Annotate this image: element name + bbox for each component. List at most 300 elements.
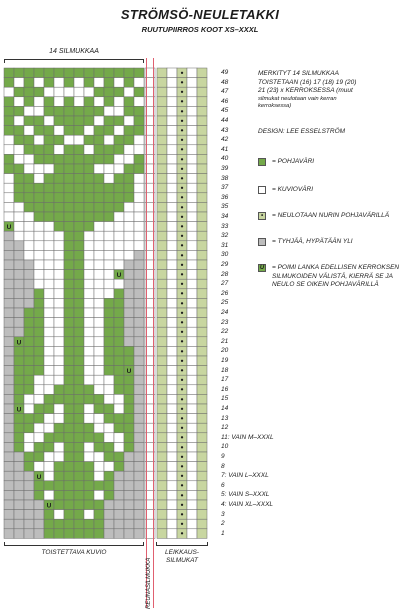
stitch-cell [4, 241, 14, 251]
cut-cell [197, 183, 207, 193]
stitch-cell [14, 289, 24, 299]
cut-cell [187, 126, 197, 136]
stitch-cell [84, 414, 94, 424]
cut-cell [197, 279, 207, 289]
cut-stitches-label [156, 549, 208, 565]
stitch-cell [114, 356, 124, 366]
cut-cell [167, 193, 177, 203]
cut-cell [167, 327, 177, 337]
stitch-cell [14, 97, 24, 107]
stitch-cell [124, 145, 134, 155]
stitch-cell [74, 404, 84, 414]
cut-cell [157, 433, 167, 443]
stitch-cell [114, 452, 124, 462]
cut-cell [167, 78, 177, 88]
stitch-cell [114, 529, 124, 539]
stitch-cell [84, 87, 94, 97]
stitch-cell [54, 346, 64, 356]
stitch-cell [64, 394, 74, 404]
cut-cell [167, 174, 177, 184]
stitch-cell [44, 375, 54, 385]
stitch-cell [74, 78, 84, 88]
cut-cell [157, 346, 167, 356]
stitch-cell [94, 318, 104, 328]
stitch-cell [4, 519, 14, 529]
stitch-cell [54, 375, 64, 385]
stitch-cell [74, 174, 84, 184]
stitch-cell [64, 308, 74, 318]
stitch-cell [94, 126, 104, 136]
stitch-cell [4, 279, 14, 289]
stitch-cell [124, 68, 134, 78]
purl-symbol: • [180, 385, 184, 395]
stitch-cell [34, 442, 44, 452]
stitch-cell [4, 78, 14, 88]
stitch-cell [124, 231, 134, 241]
stitch-count-label: 14 SILMUKKAA [49, 48, 99, 55]
stitch-cell [4, 87, 14, 97]
row-number: 31 [221, 241, 229, 249]
stitch-cell [14, 366, 24, 376]
stitch-cell [114, 154, 124, 164]
stitch-cell [34, 154, 44, 164]
stitch-cell [4, 308, 14, 318]
stitch-cell [104, 346, 114, 356]
cut-cell [197, 442, 207, 452]
row-number: 32 [221, 232, 229, 240]
cut-cell [187, 433, 197, 443]
cut-cell [187, 289, 197, 299]
cut-cell [157, 404, 167, 414]
stitch-cell [54, 260, 64, 270]
cut-cell [187, 183, 197, 193]
stitch-cell [84, 270, 94, 280]
stitch-cell [64, 433, 74, 443]
stitch-cell [74, 490, 84, 500]
purl-symbol: • [180, 442, 184, 452]
purl-symbol: • [180, 289, 184, 299]
stitch-cell [84, 78, 94, 88]
stitch-cell [14, 298, 24, 308]
stitch-cell [64, 327, 74, 337]
cut-cell [167, 241, 177, 251]
stitch-cell [54, 212, 64, 222]
stitch-cell [64, 183, 74, 193]
stitch-cell [124, 356, 134, 366]
stitch-cell [44, 490, 54, 500]
cut-cell [167, 270, 177, 280]
stitch-cell [74, 423, 84, 433]
cut-cell [187, 394, 197, 404]
cut-cell [157, 442, 167, 452]
stitch-cell [134, 68, 144, 78]
stitch-cell [134, 193, 144, 203]
stitch-cell [64, 279, 74, 289]
stitch-cell [4, 135, 14, 145]
cut-label-line-1: LEIKKAUS- [165, 549, 199, 556]
stitch-cell [54, 298, 64, 308]
stitch-cell [114, 193, 124, 203]
stitch-cell [134, 87, 144, 97]
cut-cell [187, 212, 197, 222]
cut-cell [187, 202, 197, 212]
stitch-cell [34, 423, 44, 433]
stitch-cell [94, 529, 104, 539]
stitch-cell [104, 423, 114, 433]
stitch-cell [124, 116, 134, 126]
purl-symbol: • [180, 394, 184, 404]
stitch-cell [14, 279, 24, 289]
stitch-cell [104, 106, 114, 116]
stitch-cell [134, 490, 144, 500]
stitch-cell [14, 212, 24, 222]
stitch-cell [54, 241, 64, 251]
stitch-cell [34, 202, 44, 212]
stitch-cell [104, 318, 114, 328]
cut-cell [167, 414, 177, 424]
stitch-cell [44, 154, 54, 164]
stitch-cell [44, 270, 54, 280]
purl-symbol: • [180, 337, 184, 347]
stitch-cell [14, 452, 24, 462]
stitch-cell [64, 68, 74, 78]
stitch-cell [44, 97, 54, 107]
stitch-cell [74, 318, 84, 328]
stitch-cell [34, 452, 44, 462]
stitch-cell [74, 116, 84, 126]
stitch-cell [114, 289, 124, 299]
stitch-cell [24, 298, 34, 308]
cut-cell [197, 241, 207, 251]
stitch-cell [124, 212, 134, 222]
stitch-cell [44, 529, 54, 539]
stitch-cell [4, 154, 14, 164]
stitch-cell [94, 452, 104, 462]
stitch-cell [124, 346, 134, 356]
stitch-cell [64, 490, 74, 500]
pickup-symbol-icon: U [259, 265, 265, 271]
stitch-cell [74, 126, 84, 136]
purl-symbol: • [180, 241, 184, 251]
stitch-cell [24, 490, 34, 500]
stitch-cell [74, 385, 84, 395]
cut-cell [187, 164, 197, 174]
cut-cell [157, 202, 167, 212]
stitch-cell [64, 174, 74, 184]
cut-cell [157, 174, 167, 184]
stitch-cell [114, 106, 124, 116]
stitch-cell [4, 375, 14, 385]
purl-symbol: • [180, 308, 184, 318]
stitch-cell [14, 308, 24, 318]
stitch-cell [34, 250, 44, 260]
cut-cell [187, 519, 197, 529]
stitch-cell [94, 87, 104, 97]
stitch-cell [94, 490, 104, 500]
purl-symbol: • [180, 145, 184, 155]
stitch-cell [4, 289, 14, 299]
stitch-cell [74, 289, 84, 299]
stitch-cell [74, 366, 84, 376]
pickup-symbol: U [36, 473, 42, 481]
pickup-symbol: U [46, 502, 52, 510]
stitch-cell [104, 327, 114, 337]
stitch-cell [14, 68, 24, 78]
cut-cell [157, 250, 167, 260]
stitch-cell [64, 414, 74, 424]
stitch-cell [64, 106, 74, 116]
stitch-cell [124, 87, 134, 97]
cut-cell [167, 519, 177, 529]
stitch-cell [134, 202, 144, 212]
stitch-cell [54, 394, 64, 404]
stitch-cell [74, 183, 84, 193]
stitch-cell [84, 394, 94, 404]
stitch-cell [124, 174, 134, 184]
cut-cell [187, 404, 197, 414]
stitch-cell [74, 298, 84, 308]
stitch-cell [14, 270, 24, 280]
pickup-symbol: U [116, 272, 122, 280]
stitch-cell [114, 241, 124, 251]
stitch-cell [24, 327, 34, 337]
stitch-cell [44, 174, 54, 184]
stitch-cell [94, 433, 104, 443]
stitch-cell [44, 116, 54, 126]
stitch-cell [44, 87, 54, 97]
stitch-cell [84, 68, 94, 78]
stitch-cell [4, 423, 14, 433]
stitch-cell [14, 471, 24, 481]
cut-cell [167, 366, 177, 376]
cut-cell [187, 327, 197, 337]
purl-symbol: • [180, 222, 184, 231]
cut-cell [157, 308, 167, 318]
stitch-cell [74, 135, 84, 145]
stitch-cell [134, 106, 144, 116]
stitch-cell [54, 327, 64, 337]
cut-cell [167, 394, 177, 404]
stitch-cell [104, 289, 114, 299]
row-number: 49 [221, 69, 229, 76]
purl-symbol: • [180, 529, 184, 539]
info-line-2: TOISTETAAN (16) 17 (18) 19 (20) [258, 78, 357, 86]
stitch-cell [4, 202, 14, 212]
stitch-cell [54, 222, 64, 232]
stitch-cell [24, 289, 34, 299]
stitch-cell [4, 164, 14, 174]
stitch-cell [34, 318, 44, 328]
pickup-symbol: U [16, 406, 22, 414]
stitch-cell [104, 250, 114, 260]
stitch-cell [64, 126, 74, 136]
stitch-cell [134, 462, 144, 472]
cut-cell [157, 97, 167, 107]
cut-cell [187, 308, 197, 318]
stitch-cell [74, 154, 84, 164]
cut-cell [157, 270, 167, 280]
stitch-cell [54, 68, 64, 78]
stitch-cell [24, 154, 34, 164]
stitch-cell [104, 241, 114, 251]
stitch-cell [114, 500, 124, 510]
stitch-cell [34, 231, 44, 241]
cut-cell [187, 241, 197, 251]
stitch-cell [84, 346, 94, 356]
stitch-cell [74, 270, 84, 280]
stitch-cell [44, 327, 54, 337]
purl-symbol-icon: • [258, 212, 266, 220]
stitch-cell [84, 289, 94, 299]
cut-cell [167, 404, 177, 414]
cut-cell [157, 414, 167, 424]
stitch-cell [94, 260, 104, 270]
row-number: 6 [221, 481, 225, 489]
stitch-cell [34, 270, 44, 280]
cut-cell [167, 471, 177, 481]
cut-cell [197, 145, 207, 155]
stitch-cell [54, 366, 64, 376]
stitch-cell [124, 414, 134, 424]
stitch-cell [4, 183, 14, 193]
stitch-cell [4, 68, 14, 78]
stitch-cell [44, 510, 54, 520]
cut-cell [187, 193, 197, 203]
stitch-cell [74, 308, 84, 318]
stitch-cell [124, 279, 134, 289]
stitch-cell [84, 154, 94, 164]
stitch-cell [24, 337, 34, 347]
stitch-cell [94, 183, 104, 193]
stitch-cell [44, 414, 54, 424]
stitch-cell [44, 404, 54, 414]
stitch-cell [64, 231, 74, 241]
cut-cell [157, 385, 167, 395]
stitch-cell [104, 279, 114, 289]
stitch-cell [44, 356, 54, 366]
stitch-cell [4, 337, 14, 347]
stitch-cell [4, 270, 14, 280]
stitch-cell [24, 529, 34, 539]
designer-credit: DESIGN: LEE ESSELSTRÖM [258, 128, 346, 135]
stitch-cell [104, 116, 114, 126]
stitch-cell [114, 97, 124, 107]
stitch-cell [134, 318, 144, 328]
stitch-cell [104, 337, 114, 347]
stitch-cell [64, 241, 74, 251]
stitch-cell [54, 126, 64, 136]
cut-cell [167, 135, 177, 145]
stitch-cell [44, 164, 54, 174]
row-number: 28 [221, 270, 229, 278]
stitch-cell [134, 308, 144, 318]
cut-cell [167, 298, 177, 308]
stitch-cell [124, 250, 134, 260]
stitch-cell [4, 356, 14, 366]
cut-cell [187, 442, 197, 452]
stitch-cell [104, 366, 114, 376]
purl-symbol: • [180, 183, 184, 193]
stitch-cell [54, 145, 64, 155]
stitch-cell [24, 68, 34, 78]
cut-cell [197, 250, 207, 260]
stitch-cell [24, 97, 34, 107]
stitch-cell [124, 270, 134, 280]
cut-cell [157, 337, 167, 347]
stitch-cell [34, 222, 44, 232]
cut-cell [157, 289, 167, 299]
stitch-cell [134, 337, 144, 347]
stitch-cell [14, 145, 24, 155]
stitch-cell [54, 423, 64, 433]
stitch-cell [54, 356, 64, 366]
stitch-cell [134, 452, 144, 462]
stitch-cell [4, 442, 14, 452]
stitch-cell [134, 346, 144, 356]
stitch-cell [124, 289, 134, 299]
stitch-cell [124, 193, 134, 203]
stitch-cell [34, 97, 44, 107]
stitch-cell [34, 78, 44, 88]
stitch-cell [4, 250, 14, 260]
cut-cell [167, 385, 177, 395]
cut-cell [187, 375, 197, 385]
stitch-cell [54, 500, 64, 510]
stitch-cell [14, 356, 24, 366]
stitch-cell [54, 164, 64, 174]
stitch-cell [84, 126, 94, 136]
stitch-cell [104, 126, 114, 136]
stitch-cell [44, 462, 54, 472]
cut-cell [187, 270, 197, 280]
cut-cell [167, 462, 177, 472]
purl-symbol: • [180, 433, 184, 443]
stitch-cell [114, 414, 124, 424]
cut-cell [157, 145, 167, 155]
stitch-cell [24, 462, 34, 472]
stitch-cell [54, 442, 64, 452]
stitch-cell [24, 356, 34, 366]
legend-pickup-text: = POIMI LANKA EDELLISEN KERROKSEN SILMUKOIDEN VÄLISTÄ, KIERRÄ SE JA NEULO SE OIKEIN POHJAVÄRILLÄ [272, 264, 400, 288]
stitch-cell [74, 164, 84, 174]
stitch-cell [64, 270, 74, 280]
row-number: 45 [221, 107, 229, 115]
stitch-cell [114, 366, 124, 376]
stitch-cell [74, 106, 84, 116]
row-number: 42 [221, 136, 229, 144]
cut-cell [197, 116, 207, 126]
stitch-cell [94, 250, 104, 260]
stitch-cell [124, 183, 134, 193]
stitch-cell [84, 481, 94, 491]
stitch-cell [74, 231, 84, 241]
purl-symbol: • [180, 375, 184, 385]
stitch-cell [74, 481, 84, 491]
cut-cell [167, 318, 177, 328]
stitch-cell [124, 385, 134, 395]
stitch-cell [124, 260, 134, 270]
stitch-cell [34, 106, 44, 116]
stitch-cell [134, 97, 144, 107]
stitch-cell [4, 481, 14, 491]
stitch-cell [4, 174, 14, 184]
stitch-cell [94, 241, 104, 251]
stitch-cell [24, 250, 34, 260]
purl-symbol: • [180, 106, 184, 116]
info-line-5: kerroksessa) [258, 103, 292, 109]
stitch-cell [84, 337, 94, 347]
cut-cell [157, 222, 167, 232]
